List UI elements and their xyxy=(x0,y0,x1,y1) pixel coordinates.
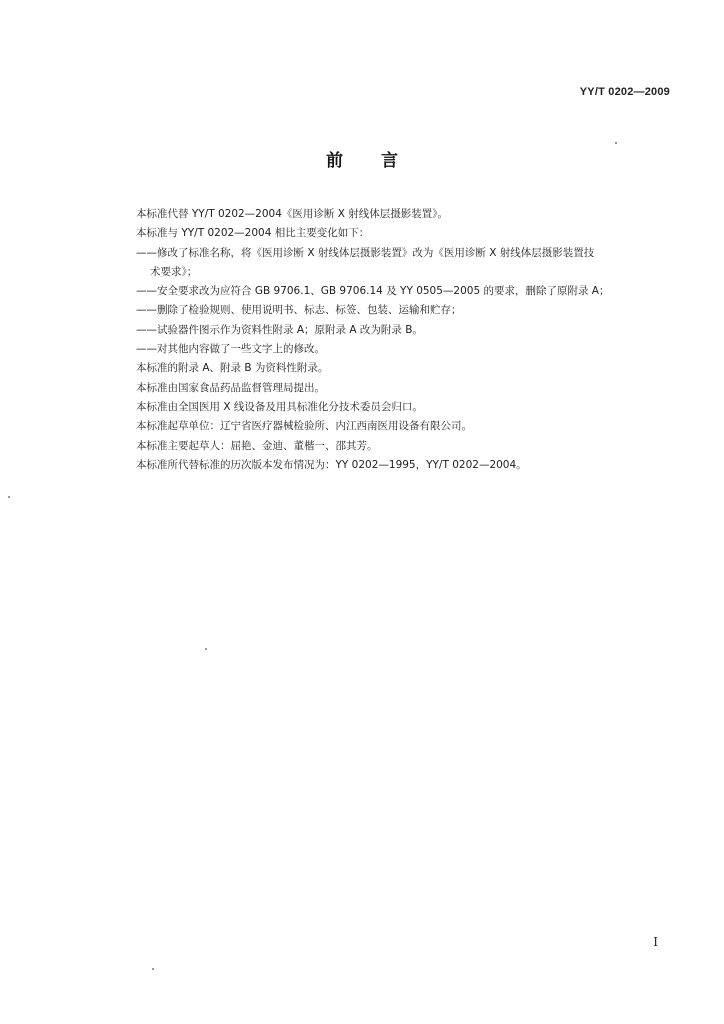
scan-speck xyxy=(8,496,10,498)
paragraph-line: ——对其他内容做了一些文字上的修改。 xyxy=(136,343,325,356)
paragraph-line: 本标准主要起草人：屈艳、金迪、董楷一、邵其芳。 xyxy=(136,439,378,452)
page-title: 前言 xyxy=(326,151,436,171)
paragraph-line: 本标准的附录 A、附录 B 为资料性附录。 xyxy=(136,362,329,375)
paragraph-line: 本标准起草单位：辽宁省医疗器械检验所、内江西南医用设备有限公司。 xyxy=(136,420,472,433)
paragraph-line: 术要求》； xyxy=(150,265,198,278)
scan-speck xyxy=(152,968,154,970)
paragraph-line: 本标准由国家食品药品监督管理局提出。 xyxy=(136,381,325,394)
paragraph-line: ——安全要求改为应符合 GB 9706.1、GB 9706.14 及 YY 0505—2005 的要求，删除了原附录 A； xyxy=(136,285,610,298)
foreword-body xyxy=(136,205,676,475)
paragraph-line: 本标准代替 YY/T 0202—2004《医用诊断 X 射线体层摄影装置》。 xyxy=(136,208,449,220)
paragraph-line: 本标准由全国医用 X 线设备及用具标准化分技术委员会归口。 xyxy=(136,400,423,413)
paragraph-line: 本标准与 YY/T 0202—2004 相比主要变化如下： xyxy=(136,227,370,240)
paragraph-line: ——删除了检验规则、使用说明书、标志、标签、包装、运输和贮存； xyxy=(136,304,462,317)
paragraph-line: ——修改了标准名称，将《医用诊断 X 射线体层摄影装置》改为《医用诊断 X 射线体层摄影装置技 xyxy=(136,246,595,259)
standard-code: YY/T 0202—2009 xyxy=(579,86,670,98)
page-number: I xyxy=(653,935,658,949)
paragraph-line: 本标准所代替标准的历次版本发布情况为：YY 0202—1995，YY/T 0202—2004。 xyxy=(136,458,527,471)
scan-speck xyxy=(615,142,617,144)
paragraph-line: ——试验器件图示作为资料性附录 A；原附录 A 改为附录 B。 xyxy=(136,323,423,336)
scan-speck xyxy=(205,648,207,650)
